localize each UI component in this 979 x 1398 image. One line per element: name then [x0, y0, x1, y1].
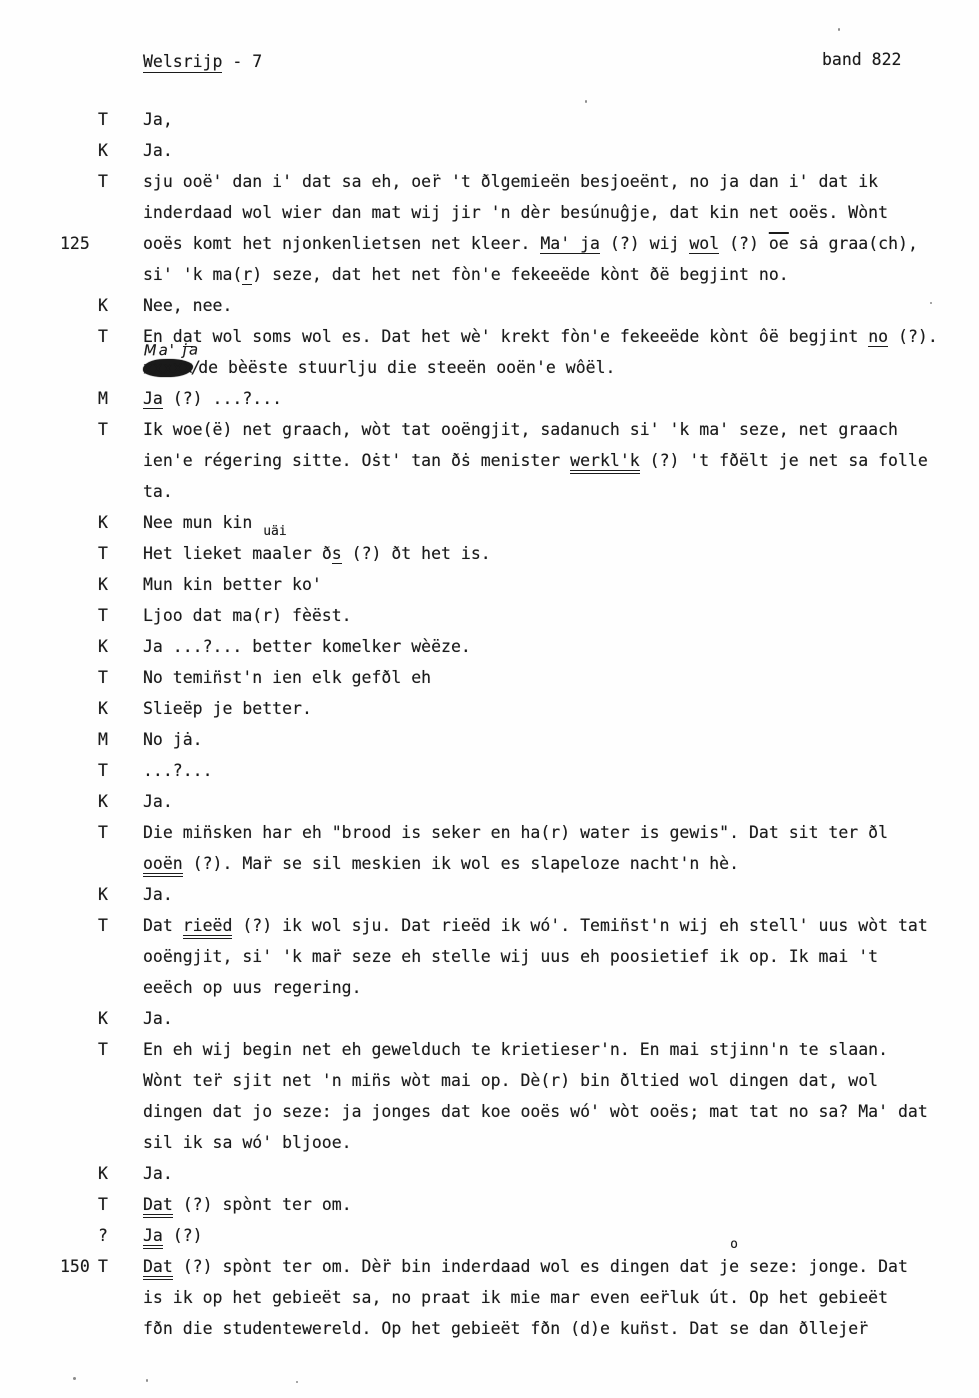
line-text [143, 848, 979, 879]
text-segment: Dat [143, 1257, 173, 1280]
margin-line-number [57, 755, 98, 786]
text-segment: (?) ik wol sju. Dat rieëd ik wó'. Temin̈st'n wij eh stell' uus wòt tat [232, 916, 928, 935]
page-title-underlined: Welsrijp [143, 52, 223, 71]
speaker-label: ? [98, 1226, 108, 1245]
line-text [143, 569, 979, 600]
text-segment: r [242, 265, 253, 284]
transcript-line [57, 383, 979, 414]
text-segment: Ik woe(ë) net graach, wòt tat ooëngjit, sadanuch si' 'k ma' seze, net graach [143, 420, 898, 439]
transcript-line [57, 166, 979, 197]
text-segment: de bèëste stuurlju die steeën ooën'e wôël. [198, 358, 616, 377]
transcript-line [57, 1282, 979, 1313]
margin-line-number [57, 662, 98, 693]
text-segment: Ja [143, 389, 163, 408]
transcript-line [57, 755, 979, 786]
line-text [143, 228, 979, 259]
speaker-label [98, 1096, 143, 1127]
text-segment: sju ooë' dan i' dat sa eh, oer̈ 't ðlgemieën besjoeënt, no ja dan i' dat ik [143, 172, 879, 191]
text-segment: En d [143, 327, 183, 346]
scan-speck [296, 1381, 298, 1383]
speaker-label [98, 197, 143, 228]
speaker-label: M [98, 389, 108, 408]
text-segment: is ik op het gebieët sa, no praat ik mie mar even eer̈luk út. Op het gebieët [143, 1288, 889, 1307]
margin-line-number [57, 135, 98, 166]
text-segment: Ljoo dat ma(r) fèëst. [143, 606, 352, 625]
line-text [143, 879, 979, 910]
text-segment: sil ik sa wó' bljooe. [143, 1133, 352, 1152]
text-segment: seze: jonge. Dat [739, 1257, 908, 1276]
speaker-label: T [98, 606, 108, 625]
transcript-line [57, 1003, 979, 1034]
speaker-label [98, 848, 143, 879]
line-text [143, 972, 979, 1003]
speaker-label: K [98, 296, 108, 315]
line-text [143, 197, 979, 228]
margin-line-number [57, 1158, 98, 1189]
line-text [143, 524, 979, 569]
line-text [143, 662, 979, 693]
scan-speck [838, 28, 840, 31]
speaker-label: T [98, 1040, 108, 1059]
transcript-line [57, 135, 979, 166]
speaker-label: T [98, 823, 108, 842]
margin-line-number [57, 197, 98, 228]
transcript-line [57, 1096, 979, 1127]
margin-line-number [57, 1127, 98, 1158]
text-segment: fðn die studentewereld. Op het gebieët fðn (d)e kun̈st. Dat se dan ðllejer̈ [143, 1319, 869, 1338]
text-segment: Ma' ja [540, 234, 600, 253]
transcript-line [57, 259, 979, 290]
margin-line-number [57, 910, 98, 941]
speaker-label [98, 941, 143, 972]
transcript-line [57, 290, 979, 321]
text-segment: inderdaad wol wier dan mat wij jir 'n dèr besúnuĝje, dat kin net ooës. Wònt [143, 203, 889, 222]
speaker-label: T [98, 916, 108, 935]
speaker-label: M [98, 730, 108, 749]
text-segment: Ja. [143, 792, 173, 811]
text-segment: En eh wij begin net eh gewelduch te krietieser'n. En mai stjinn'n te slaan. [143, 1040, 889, 1059]
margin-line-number [57, 352, 98, 383]
speaker-label [98, 1282, 143, 1313]
text-segment: Ja. [143, 141, 173, 160]
text-segment: Dat [143, 916, 183, 935]
margin-line-number [57, 693, 98, 724]
speaker-label [98, 445, 143, 476]
margin-line-number [57, 817, 98, 848]
handwritten-mark: / [192, 358, 199, 377]
line-text [143, 414, 979, 445]
margin-line-number [57, 1189, 98, 1220]
text-segment: ooës komt het njonkenlietsen net kleer. [143, 234, 541, 253]
transcript-line [57, 569, 979, 600]
line-text [143, 1065, 979, 1096]
margin-line-number [57, 1003, 98, 1034]
margin-line-number [57, 941, 98, 972]
speaker-label: T [98, 1195, 108, 1214]
line-text [143, 910, 979, 941]
text-segment: ler ð [282, 544, 332, 563]
speaker-label [98, 972, 143, 1003]
text-segment: Ja [143, 1226, 163, 1249]
transcript-line [57, 228, 979, 259]
scan-speck [73, 1377, 76, 1380]
text-segment: ...?... [143, 761, 213, 780]
text-segment: a [182, 327, 193, 346]
line-text [143, 786, 979, 817]
text-segment: Slieëp je better. [143, 699, 312, 718]
transcript-line [57, 786, 979, 817]
above-annotation: o [730, 1237, 738, 1252]
transcript-line [57, 197, 979, 228]
margin-line-number [57, 507, 98, 538]
line-text [143, 476, 979, 507]
line-text [143, 631, 979, 662]
scan-speck [585, 100, 587, 103]
line-text [143, 290, 979, 321]
transcript-line [57, 476, 979, 507]
transcript-line [57, 879, 979, 910]
text-segment: t wol soms wol es. Dat het wè' krekt fòn'e fekeeëde kònt ôë begjint [192, 327, 869, 346]
line-text [143, 600, 979, 631]
speaker-label: T [98, 172, 108, 191]
line-text [143, 135, 979, 166]
text-segment: Ja ...?... better komelker wèëze. [143, 637, 471, 656]
speaker-label: K [98, 513, 108, 532]
speaker-label: K [98, 141, 108, 160]
transcript-lines [57, 104, 979, 1344]
text-segment: Nee, nee. [143, 296, 233, 315]
handwritten-note: Ma' ja [143, 340, 201, 360]
speaker-label: K [98, 885, 108, 904]
transcript-line [57, 414, 979, 445]
text-segment: ) seze, dat het net fòn'e fekeeëde kònt ðë begjint no. [252, 265, 789, 284]
margin-line-number [57, 166, 98, 197]
line-text [143, 321, 979, 352]
margin-line-number [57, 383, 98, 414]
text-segment: rieëd [183, 916, 233, 939]
text-segment: No jȧ. [143, 730, 203, 749]
transcript-line [57, 910, 979, 941]
transcript-line [57, 1127, 979, 1158]
margin-line-number [57, 1313, 98, 1344]
line-text [143, 1189, 979, 1220]
band-number: band 822 [822, 50, 902, 69]
speaker-label [98, 259, 143, 290]
transcript-line [57, 1189, 979, 1220]
line-text [143, 1003, 979, 1034]
margin-line-number [57, 1065, 98, 1096]
line-text [143, 724, 979, 755]
line-text [143, 1313, 979, 1344]
text-segment: (?) ðt het is. [341, 544, 491, 563]
margin-line-number [57, 569, 98, 600]
text-segment: Het lieket m [143, 544, 263, 563]
text-segment: Wònt ter̈ sjit net 'n min̈s wòt mai op. Dè(r) bin ðltied wol dingen dat, wol [143, 1071, 879, 1090]
margin-line-number: 125 [60, 234, 90, 253]
speaker-label [98, 352, 143, 383]
text-segment: Ja. [143, 1009, 173, 1028]
line-text [143, 259, 979, 290]
speaker-label [98, 476, 143, 507]
transcript-line [57, 1220, 979, 1251]
text-segment: (?) [162, 1226, 203, 1245]
text-segment: No temin̈st'n ien elk gefðl eh [143, 668, 432, 687]
text-segment: (?) [719, 234, 769, 253]
margin-line-number [57, 848, 98, 879]
transcript-line [57, 724, 979, 755]
transcript-line [57, 972, 979, 1003]
speaker-label: T [98, 110, 108, 129]
margin-line-number [57, 414, 98, 445]
text-segment: werkl'k [570, 451, 640, 474]
page-title-rest: - 7 [222, 52, 263, 71]
text-segment: no [868, 327, 889, 346]
line-text [143, 693, 979, 724]
text-segment: o e [729, 1237, 740, 1276]
text-segment: (?) spònt ter om. [172, 1195, 352, 1214]
margin-line-number [57, 1096, 98, 1127]
text-segment: Nee mun kin [143, 513, 253, 532]
margin-line-number [57, 259, 98, 290]
text-segment: dingen dat jo seze: ja jonges dat koe ooës wó' wòt ooës; mat tat no sa? Ma' dat [143, 1102, 928, 1121]
line-text [143, 1034, 979, 1065]
line-text [143, 817, 979, 848]
text-segment: (?). [888, 327, 938, 346]
text-segment: ien'e régering sitte. Oṡt' tan ðṡ menister [143, 451, 571, 470]
margin-line-number [57, 538, 98, 569]
speaker-label: T [98, 327, 108, 346]
text-segment: wol [689, 234, 720, 253]
margin-line-number [57, 104, 98, 135]
line-text [143, 1096, 979, 1127]
transcript-line [57, 524, 979, 569]
margin-line-number [57, 290, 98, 321]
line-text [143, 445, 979, 476]
page-title [143, 52, 262, 71]
transcript-line [57, 507, 979, 538]
line-text [143, 1158, 979, 1189]
line-text [143, 383, 979, 414]
text-segment: sȧ graa(ch), [788, 234, 918, 253]
line-text [143, 1282, 979, 1313]
text-segment: Ja. [143, 885, 173, 904]
text-segment: (?) ...?... [162, 389, 283, 408]
text-segment: Mun kin better ko' [143, 575, 322, 594]
margin-line-number [57, 1282, 98, 1313]
speaker-label: K [98, 637, 108, 656]
speaker-label: K [98, 575, 108, 594]
transcript-line [57, 662, 979, 693]
line-text [142, 340, 979, 383]
text-segment: (?) spònt ter om. Dèr̈ bin inderdaad wol es dingen dat j [172, 1257, 730, 1276]
margin-line-number [57, 476, 98, 507]
speaker-label [98, 1127, 143, 1158]
margin-line-number: 150 [60, 1257, 90, 1276]
margin-line-number [57, 786, 98, 817]
transcript-line [57, 1237, 979, 1282]
text-segment: Die min̈sken har eh "brood is seker en ha(r) water is gewis". Dat sit ter ðl [143, 823, 889, 842]
text-segment: si' 'k ma( [143, 265, 243, 284]
speaker-label [98, 1313, 143, 1344]
line-text [143, 1127, 979, 1158]
text-segment: ooëngjit, si' 'k mar̈ seze eh stelle wij uus eh poosietief ik op. Ik mai 't [143, 947, 879, 966]
speaker-label: T [98, 544, 108, 563]
transcript-line [57, 340, 979, 383]
speaker-label: T [98, 420, 108, 439]
line-text [143, 104, 979, 135]
speaker-label: K [98, 1009, 108, 1028]
text-segment: Dat [143, 1195, 173, 1218]
speaker-label [98, 1065, 143, 1096]
transcript-line [57, 600, 979, 631]
speaker-label: T [98, 1257, 108, 1276]
margin-line-number [57, 445, 98, 476]
transcript-line [57, 631, 979, 662]
line-text [143, 1220, 979, 1251]
text-segment: Ja. [143, 1164, 173, 1183]
transcript-line [57, 445, 979, 476]
text-segment: (?). Mar̈ se sil meskien ik wol es slapeloze nacht'n hè. [182, 854, 740, 873]
text-segment: ta. [143, 482, 173, 501]
transcript-line [57, 1065, 979, 1096]
margin-line-number [57, 600, 98, 631]
text-segment: uäi aa [262, 524, 287, 563]
struck-out-word: Ma' ja xxxxx [142, 340, 201, 378]
text-segment: (?) wij [599, 234, 690, 253]
line-text [143, 1237, 979, 1282]
text-segment: ooën [143, 854, 183, 877]
text-segment: s [331, 544, 342, 563]
transcript-line [57, 1034, 979, 1065]
speaker-label: T [98, 761, 108, 780]
transcript-line [57, 1158, 979, 1189]
text-segment: (?) 't fðëlt je net sa folle [639, 451, 928, 470]
line-text [143, 755, 979, 786]
margin-line-number [57, 1220, 98, 1251]
margin-line-number [57, 1034, 98, 1065]
scan-speck [930, 302, 932, 304]
scan-speck [146, 1379, 148, 1382]
text-segment: Ja, [143, 110, 173, 129]
transcript-line [57, 817, 979, 848]
margin-line-number [57, 879, 98, 910]
line-text [143, 941, 979, 972]
transcript-line [57, 941, 979, 972]
above-annotation: uäi [263, 524, 287, 539]
margin-line-number [57, 631, 98, 662]
speaker-label: K [98, 1164, 108, 1183]
transcript-line [57, 1313, 979, 1344]
margin-line-number [57, 321, 98, 352]
speaker-label [98, 228, 143, 259]
speaker-label: K [98, 699, 108, 718]
line-text [143, 166, 979, 197]
transcript-line [57, 848, 979, 879]
speaker-label: K [98, 792, 108, 811]
speaker-label: T [98, 668, 108, 687]
text-segment: $\overline{oe}$ [768, 234, 789, 253]
transcript-line [57, 104, 979, 135]
margin-line-number [57, 724, 98, 755]
margin-line-number [57, 972, 98, 1003]
text-segment: eeëch op uus regering. [143, 978, 362, 997]
transcript-line [57, 693, 979, 724]
